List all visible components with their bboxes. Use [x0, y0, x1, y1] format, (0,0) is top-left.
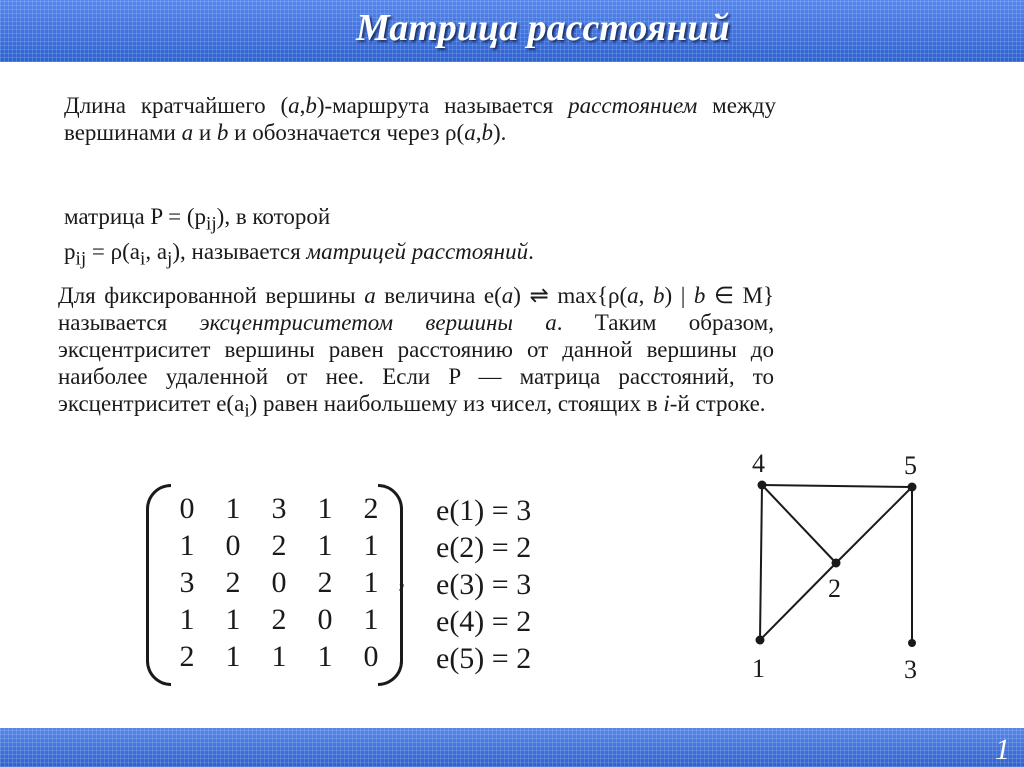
matrix-cell: 2 — [317, 566, 333, 599]
matrix-cell: 0 — [225, 529, 241, 562]
vertex-4 — [758, 481, 767, 490]
eccentricity-2: e(2) = 2 — [436, 531, 532, 564]
matrix-cell: 2 — [225, 566, 241, 599]
edge-2-5 — [836, 487, 912, 563]
matrix-cell: 1 — [363, 529, 379, 562]
vertex-1 — [756, 636, 765, 645]
vertex-label-5: 5 — [904, 451, 917, 480]
vertex-5 — [908, 483, 917, 492]
vertex-label-3: 3 — [904, 655, 917, 684]
edge-1-4 — [760, 485, 762, 640]
eccentricity-5: e(5) = 2 — [436, 642, 532, 675]
matrix-cell: 3 — [179, 566, 195, 599]
term-eccentricity: эксцентриситетом вершины a — [199, 310, 557, 335]
matrix-cell: 2 — [271, 529, 287, 562]
matrix-cell: 1 — [179, 529, 195, 562]
edge-4-2 — [762, 485, 836, 563]
vertex-3 — [908, 639, 916, 647]
footer-bar — [0, 728, 1024, 767]
matrix-cell: 1 — [363, 603, 379, 636]
slide-number: 1 — [995, 733, 1010, 766]
matrix-cell: 0 — [363, 640, 379, 673]
matrix-cell: 1 — [225, 603, 241, 636]
matrix-cell: 1 — [317, 492, 333, 525]
slide-title: Матрица расстояний — [356, 7, 730, 49]
matrix-cell: 0 — [271, 566, 287, 599]
definition-eccentricity: Для фиксированной вершины a величина e(a) ⇌ max{ρ(a, b) | b ∈ M} называется эксцентриситетом вершины a. Таким образом, эксцентриситет вершины равен расстоянию от данной вершины до наиболее удаленной от нее. Если P — матрица расстояний, то эксцентриситет $e(a_i)$ равен наибольшему из чисел, стоящих в i-й строке. — [58, 283, 775, 422]
vertex-2 — [832, 559, 841, 568]
matrix-grid — [164, 490, 394, 675]
eccentricity-list — [436, 492, 531, 677]
definition-distance-matrix: матрица $P = (p_{ij})$, в которой $p_{ij} = \rho(a_i$, $a_j$), называется матрицей расстояний. — [64, 204, 534, 270]
matrix-cell: 1 — [363, 566, 379, 599]
term-distance: расстоянием — [568, 93, 698, 118]
matrix-cell: 1 — [271, 640, 287, 673]
matrix-cell: 1 — [225, 640, 241, 673]
vertex-label-1: 1 — [752, 654, 765, 683]
matrix-cell: 1 — [317, 529, 333, 562]
graph-diagram — [730, 445, 940, 685]
vertex-label-2: 2 — [828, 574, 841, 603]
matrix-cell: 2 — [271, 603, 287, 636]
vertex-label-4: 4 — [752, 449, 765, 478]
matrix-cell: 3 — [271, 492, 287, 525]
matrix-cell: 1 — [225, 492, 241, 525]
matrix-cell: 2 — [179, 640, 195, 673]
matrix-cell: 0 — [317, 603, 333, 636]
matrix-cell: 0 — [179, 492, 195, 525]
matrix-comma: , — [398, 560, 406, 593]
eccentricity-1: e(1) = 3 — [436, 494, 532, 527]
eccentricity-4: e(4) = 2 — [436, 605, 532, 638]
edge-2-1 — [760, 563, 836, 640]
matrix-cell: 2 — [363, 492, 379, 525]
term-distance-matrix: матрицей расстояний — [306, 238, 529, 264]
matrix-cell: 1 — [179, 603, 195, 636]
edge-4-5 — [762, 485, 912, 487]
matrix-cell: 1 — [317, 640, 333, 673]
eccentricity-3: e(3) = 3 — [436, 568, 532, 601]
definition-distance: Длина кратчайшего (a,b)-маршрута называется расстоянием между вершинами a и b и обозначается через ρ(a,b). — [64, 93, 776, 145]
